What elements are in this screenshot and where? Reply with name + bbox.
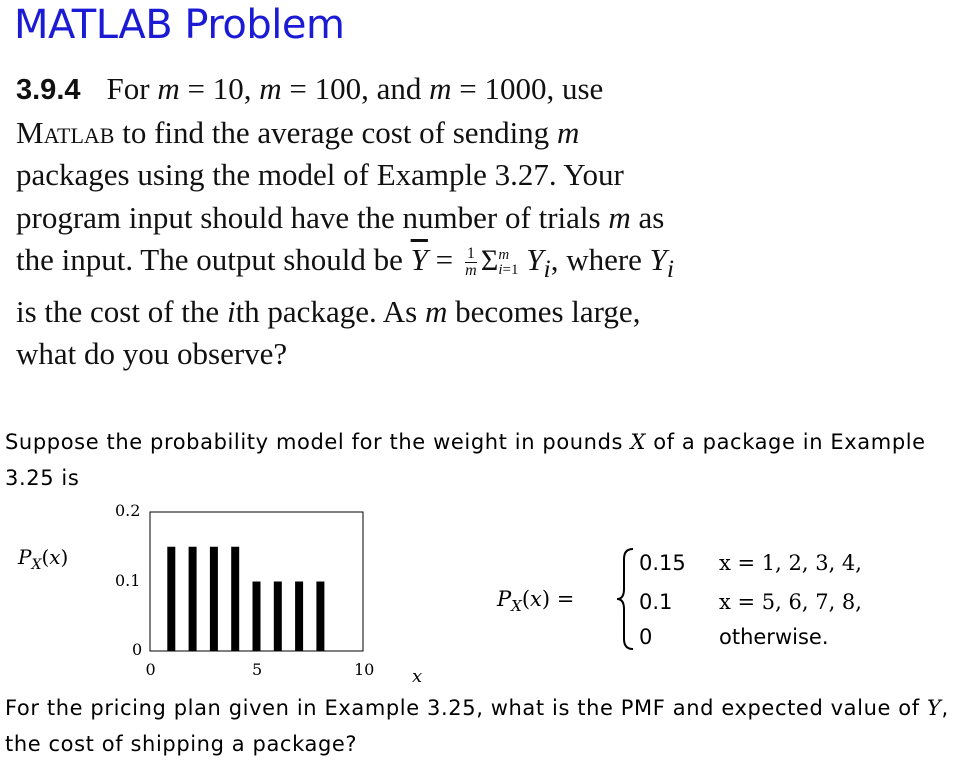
problem-statement: 3.9.4 For m = 10, m = 100, and m = 1000, use Matlab to find the average cost of sending m packages using the model of Example 3.27. Your program input should have the number of trials m as the input. The output should be $\overline{Y}$ = $\frac{1}{m}$ Σm i=1 $Y_i$, where $Y_i$ is the cost of the ith package. As m becomes large, what do you observe? (16, 71, 675, 372)
weight-model-text: Suppose the probability model for the weight in pounds X of a package in Example 3.25 is (5, 430, 926, 490)
page-title: MATLAB Problem (14, 2, 345, 48)
case-value-2: 0.1 (639, 590, 673, 614)
case-cond-3: otherwise. (719, 625, 829, 649)
bar-x-3 (210, 547, 218, 651)
problem-number: 3.9.4 (16, 74, 81, 106)
left-brace-icon (615, 547, 637, 651)
bar-x-2 (189, 547, 197, 651)
y-tick-label: 0.2 (115, 501, 141, 520)
matlab-name: Matlab (16, 114, 115, 150)
pmf-bar-chart (149, 511, 369, 653)
bar-x-6 (274, 582, 282, 652)
bar-x-7 (295, 582, 303, 652)
bar-x-5 (253, 582, 261, 652)
case-value-3: 0 (639, 625, 653, 649)
bar-x-4 (231, 547, 239, 651)
y-tick-label: 0.1 (115, 570, 141, 590)
y-tick-label: 0 (132, 640, 143, 659)
chart-y-label: $P_X(x)$ (18, 545, 69, 573)
case-cond-2: x = 5, 6, 7, 8, (719, 590, 862, 614)
case-cond-1: x = 1, 2, 3, 4, (719, 551, 862, 575)
bar-x-1 (167, 547, 175, 651)
pricing-question-text: For the pricing plan given in Example 3.25, what is the PMF and expected value of Y, the cost of shipping a package? (5, 696, 949, 756)
pmf-lhs: $P_X(x)$ = (497, 587, 575, 616)
x-tick-label: 0 (145, 660, 156, 679)
y-bar-formula: $\overline{Y}$ = $\frac{1}{m}$ Σm i=1 $Y_i$, (410, 242, 559, 284)
bar-x-8 (316, 582, 324, 652)
x-tick-label: 5 (252, 660, 263, 679)
x-tick-label: 10 (354, 660, 375, 679)
chart-x-label: x (412, 666, 423, 687)
case-value-1: 0.15 (639, 551, 686, 575)
